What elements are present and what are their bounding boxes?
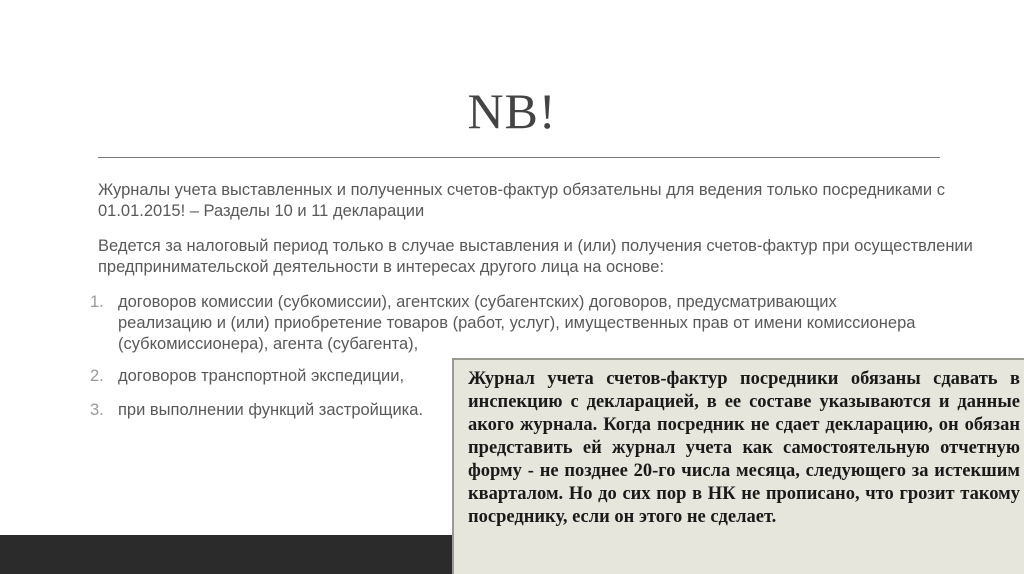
title-divider [98, 157, 940, 158]
list-text: при выполнении функций застройщика. [118, 401, 424, 419]
paragraph-journals: Журналы учета выставленных и полученных счетов-фактур обязательны для ведения только посредниками с 01.01.2015! – Разделы 10 и 11 декларации [98, 181, 945, 220]
list-text: договоров транспортной экспедиции, [118, 367, 405, 385]
note-box [452, 358, 1024, 574]
list-number: 1. [90, 293, 104, 311]
list-number: 3. [90, 401, 104, 419]
list-text: договоров комиссии (субкомиссии), агентских (субагентских) договоров, предусматривающих реализацию и (или) приобретение товаров (работ, услуг), имущественных прав от имени комиссионера (субкомиссионера), агента (субагента), [118, 293, 916, 353]
list-number: 2. [90, 367, 104, 385]
slide-title: NB! [467, 83, 557, 139]
paragraph-period: Ведется за налоговый период только в случае выставления и (или) получения счетов-фактур при осуществлении предпринимательской деятельности в интересах другого лица на основе: [98, 237, 973, 276]
note-text: Журнал учета счетов-фактур посредники обязаны сдавать в инспекцию с декларацией, в ее составе указываются и данные акого журнала. Когда посредник не сдает декларацию, он обязан представить ей журнал учета как самостоятельную отчетную форму - не позднее 20-го числа месяца, следующего за истекшим кварталом. Но до сих пор в НК не прописано, что грозит такому посреднику, если он этого не сделает. [468, 369, 1020, 527]
